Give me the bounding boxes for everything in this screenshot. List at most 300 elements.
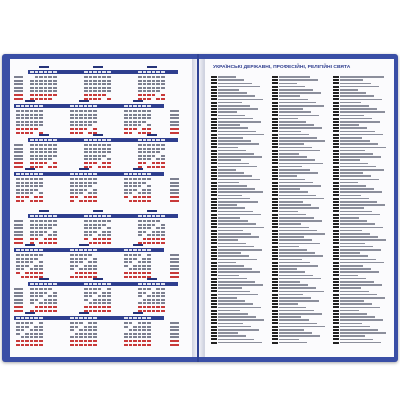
week-number [93,283,97,285]
holiday-name [279,211,298,213]
calendar-day [84,254,88,256]
week-number [147,139,151,141]
holiday-date [272,252,278,254]
calendar-day [147,265,151,267]
holiday-name [279,95,300,97]
holiday-date [272,201,278,203]
weekday-label [14,302,23,304]
month-name [79,312,89,314]
calendar-day [84,196,88,198]
calendar-day [30,185,34,187]
week-number [84,317,88,319]
holiday-date [272,303,278,305]
month-name [25,168,35,170]
calendar-day [30,182,34,184]
calendar-day [88,329,92,331]
calendar-day [39,200,43,202]
calendar-day [16,340,20,342]
calendar-day [21,254,25,256]
holiday-date [272,297,278,299]
holiday-date [272,220,278,222]
calendar-day [16,344,20,346]
holiday-name [279,294,303,296]
calendar-day [102,94,106,96]
calendar-day [44,76,48,78]
calendar-day [161,288,165,290]
holiday-date [333,290,339,292]
holiday-date [272,262,278,264]
calendar-day [35,144,39,146]
holiday-date [272,134,278,136]
calendar-day [48,295,52,297]
calendar-day [138,227,142,229]
calendar-day [16,326,20,328]
holiday-date [211,146,217,148]
calendar-day [107,148,111,150]
calendar-day [21,114,25,116]
week-number [16,317,20,319]
holiday-date [272,105,278,107]
calendar-day [70,258,74,260]
calendar-day [147,155,151,157]
calendar-day [124,333,128,335]
weekday-label [170,110,179,112]
holiday-date [272,332,278,334]
holiday-name [218,275,239,277]
holiday-name [218,220,248,222]
calendar-day [107,234,111,236]
weekday-label [14,238,23,240]
week-number [161,139,165,141]
calendar-day [34,117,38,119]
calendar-day [35,227,39,229]
month-name [133,244,143,246]
calendar-day [161,306,165,308]
calendar-day [79,192,83,194]
holiday-name [279,191,308,193]
calendar-block [10,277,192,309]
calendar-day [152,299,156,301]
holiday-date [333,137,339,139]
holiday-name [279,287,316,289]
calendar-day [102,151,106,153]
calendar-day [138,272,142,274]
week-number [142,173,146,175]
holiday-name [340,204,385,206]
calendar-day [70,326,74,328]
calendar-day [34,178,38,180]
holiday-name [279,83,297,85]
week-number [39,105,43,107]
calendar-day [102,76,106,78]
weekday-label [170,182,179,184]
holiday-date [333,118,339,120]
calendar-day [143,224,147,226]
calendar-day [93,344,97,346]
calendar-day [25,326,29,328]
calendar-day [30,258,34,260]
calendar-day [133,114,137,116]
calendar-day [34,329,38,331]
holiday-date [272,162,278,164]
week-number [35,71,39,73]
calendar-day [88,185,92,187]
holiday-date [333,207,339,209]
holiday-date [272,271,278,273]
holiday-date [211,313,217,315]
calendar-day [30,178,34,180]
calendar-day [30,192,34,194]
calendar-day [152,220,156,222]
calendar-day [147,326,151,328]
holiday-name [279,220,322,222]
calendar-day [84,151,88,153]
holiday-name [218,246,254,248]
weekday-label [170,272,179,274]
calendar-day [39,344,43,346]
calendar-day [21,128,25,130]
holiday-name [340,332,386,334]
weekday-label [14,231,23,233]
holiday-name [340,217,359,219]
holiday-name [218,131,256,133]
calendar-day [143,238,147,240]
calendar-day [124,117,128,119]
calendar-day [147,80,151,82]
calendar-day [147,234,151,236]
calendar-day [35,158,39,160]
calendar-day [25,178,29,180]
holiday-date [211,188,217,190]
holiday-name [218,268,252,270]
holiday-name [218,163,249,165]
calendar-day [143,220,147,222]
calendar-day [30,158,34,160]
calendar-day [30,121,34,123]
week-number [102,215,106,217]
holiday-name [340,143,378,145]
calendar-day [138,196,142,198]
holiday-name [340,159,360,161]
calendar-day [44,162,48,164]
calendar-day [39,148,43,150]
holiday-date [211,236,217,238]
calendar-day [35,148,39,150]
holiday-name [218,233,251,235]
calendar-day [93,306,97,308]
calendar-day [35,76,39,78]
holidays-title: УКРАЇНСЬКІ ДЕРЖАВНІ, ПРОФЕСІЙНІ, РЕЛІГІЙНІ СВЯТА [213,65,351,70]
calendar-day [30,114,34,116]
calendar-day [142,182,146,184]
week-number [107,283,111,285]
calendar-day [89,80,93,82]
calendar-day [138,231,142,233]
calendar-day [152,231,156,233]
holiday-name [340,175,371,177]
holiday-date [272,86,278,88]
calendar-day [138,148,142,150]
holiday-name [340,188,374,190]
calendar-day [138,124,142,126]
calendar-day [75,322,79,324]
calendar-day [147,196,151,198]
calendar-day [35,234,39,236]
holiday-date [272,111,278,113]
week-number [39,71,43,73]
holiday-name [218,265,244,267]
calendar-day [21,268,25,270]
calendar-day [30,299,34,301]
calendar-day [156,306,160,308]
week-number [89,71,93,73]
holiday-name [340,182,358,184]
holiday-name [340,287,361,289]
holiday-date [333,89,339,91]
calendar-day [39,302,43,304]
month-name [39,278,49,280]
holiday-name [279,153,299,155]
weekday-label [170,189,179,191]
calendar-day [70,192,74,194]
holiday-date [211,153,217,155]
holiday-name [218,182,239,184]
holiday-name [340,198,369,200]
calendar-day [98,94,102,96]
calendar-day [34,189,38,191]
holiday-date [211,162,217,164]
holiday-name [279,102,316,104]
calendar-day [16,200,20,202]
holiday-name [340,294,377,296]
calendar-day [152,80,156,82]
holiday-date [333,191,339,193]
calendar-day [93,80,97,82]
calendar-day [21,124,25,126]
month-name [133,312,143,314]
holiday-name [279,246,299,248]
week-number [102,139,106,141]
calendar-day [39,87,43,89]
calendar-day [142,344,146,346]
holiday-name [279,236,304,238]
calendar-day [93,322,97,324]
holiday-date [272,335,278,337]
calendar-day [124,261,128,263]
holiday-name [218,185,247,187]
calendar-day [129,178,133,180]
calendar-day [147,344,151,346]
holiday-name [340,92,366,94]
calendar-day [107,231,111,233]
week-number [107,71,111,73]
weekday-label [170,326,179,328]
calendar-day [25,189,29,191]
calendar-day [79,189,83,191]
calendar-day [147,295,151,297]
holiday-date [211,242,217,244]
weekday-label [14,94,23,96]
holiday-date [211,322,217,324]
holiday-name [340,223,375,225]
calendar-day [107,151,111,153]
calendar-day [142,178,146,180]
calendar-day [142,192,146,194]
calendar-day [39,192,43,194]
holiday-name [279,156,307,158]
week-number [79,249,83,251]
holiday-name [340,102,361,104]
holiday-name [340,323,362,325]
holiday-name [218,230,243,232]
holiday-date [272,204,278,206]
holiday-date [272,127,278,129]
calendar-day [152,292,156,294]
calendar-day [138,110,142,112]
calendar-day [138,151,142,153]
calendar-day [34,128,38,130]
calendar-day [161,87,165,89]
calendar-day [70,336,74,338]
calendar-day [147,117,151,119]
calendar-day [84,76,88,78]
calendar-day [53,144,57,146]
calendar-day [25,258,29,260]
holiday-name [340,319,383,321]
calendar-day [124,272,128,274]
week-number [138,215,142,217]
calendar-day [30,162,34,164]
calendar-day [34,124,38,126]
week-number [44,215,48,217]
calendar-day [89,148,93,150]
calendar-day [88,192,92,194]
calendar-day [44,90,48,92]
holiday-date [272,258,278,260]
calendar-day [53,148,57,150]
week-number [75,105,79,107]
holiday-date [211,182,217,184]
holiday-date [272,102,278,104]
holiday-date [272,198,278,200]
calendar-day [79,344,83,346]
calendar-day [129,258,133,260]
holiday-date [211,217,217,219]
calendar-day [161,234,165,236]
calendar-day [107,288,111,290]
calendar-day [89,220,93,222]
calendar-day [34,333,38,335]
holiday-name [279,172,318,174]
holiday-name [218,223,256,225]
calendar-day [84,185,88,187]
calendar-day [39,178,43,180]
calendar-day [93,268,97,270]
calendar-day [156,231,160,233]
calendar-day [16,268,20,270]
week-number [70,317,74,319]
calendar-day [133,344,137,346]
calendar-day [138,114,142,116]
holiday-name [340,166,376,168]
calendar-day [129,128,133,130]
holiday-name [340,313,367,315]
calendar-day [156,151,160,153]
calendar-day [138,90,142,92]
calendar-day [142,128,146,130]
week-number [93,173,97,175]
holiday-name [340,300,364,302]
holiday-name [218,188,255,190]
calendar-block [10,243,192,275]
calendar-day [84,292,88,294]
weekday-label [14,144,23,146]
holiday-date [333,159,339,161]
calendar-day [88,333,92,335]
calendar-day [129,340,133,342]
calendar-day [93,148,97,150]
calendar-day [34,121,38,123]
calendar-day [70,340,74,342]
holiday-name [218,127,248,129]
week-number [21,105,25,107]
weekday-label [170,200,179,202]
holiday-name [340,150,365,152]
week-number [39,139,43,141]
holiday-name [279,204,311,206]
holiday-name [279,169,310,171]
holiday-date [211,326,217,328]
calendar-day [53,224,57,226]
calendar-day [93,302,97,304]
calendar-day [53,302,57,304]
calendar-day [147,151,151,153]
holiday-date [272,316,278,318]
holiday-name [279,127,322,129]
calendar-day [48,148,52,150]
calendar-day [48,158,52,160]
calendar-day [147,261,151,263]
calendar-day [147,336,151,338]
holiday-name [218,316,256,318]
calendar-day [21,178,25,180]
holiday-name [279,342,307,344]
calendar-day [138,158,142,160]
holiday-date [333,175,339,177]
week-number [88,317,92,319]
holiday-date [272,230,278,232]
calendar-day [25,182,29,184]
calendar-day [107,238,111,240]
calendar-day [30,238,34,240]
calendar-day [53,94,57,96]
holiday-date [272,274,278,276]
calendar-day [84,128,88,130]
calendar-day [30,110,34,112]
calendar-day [93,151,97,153]
calendar-day [102,144,106,146]
holiday-name [340,147,386,149]
calendar-day [133,265,137,267]
holiday-date [333,316,339,318]
holiday-date [211,172,217,174]
week-number [84,71,88,73]
calendar-day [25,333,29,335]
calendar-day [21,189,25,191]
holiday-date [333,287,339,289]
holiday-name [279,115,319,117]
calendar-day [84,234,88,236]
